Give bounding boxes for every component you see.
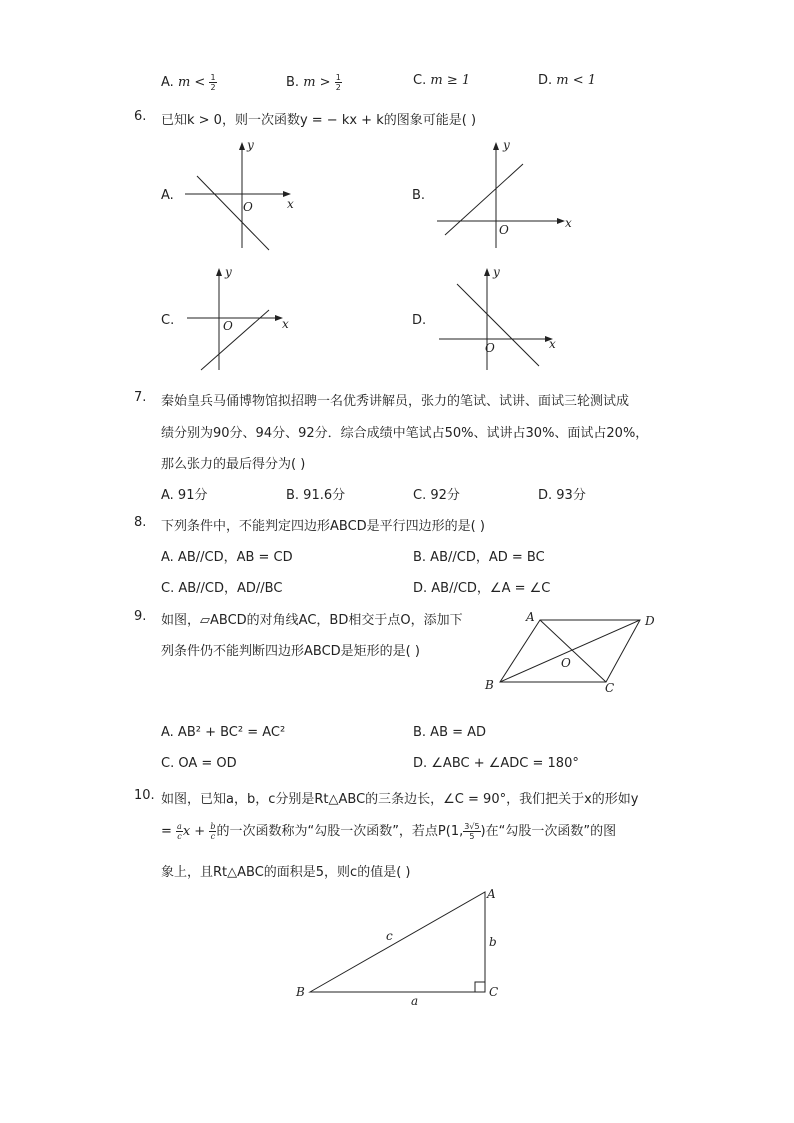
option-d: D. ∠ABC + ∠ADC = 180° [413,756,579,771]
right-triangle-figure [290,884,510,1009]
question-line: 秦始皇兵马俑博物馆拟招聘一名优秀讲解员，张力的笔试、试讲、面试三轮测试成 [161,394,630,409]
side-a-label: a [411,994,419,1008]
vertex-b-label: B [296,985,305,999]
axis-y-label: y [247,138,254,152]
graph-a-label: A. [161,188,174,203]
graph-d-label: D. [412,313,427,328]
parallelogram-figure [480,606,665,698]
center-o-label: O [561,656,571,670]
question-stem: 下列条件中，不能判定四边形ABCD是平行四边形的是( ) [161,519,485,534]
question-line: 那么张力的最后得分为( ) [161,457,306,472]
q5-option-d: D. m < 1 [538,73,597,88]
vertex-a-label: A [487,887,496,901]
vertex-b-label: B [485,678,494,692]
axis-x-label: x [565,216,572,230]
option-c: C. OA = OD [161,756,237,771]
option-d: D. 93分 [538,488,586,503]
question-line: 绩分别为90分、94分、92分．综合成绩中笔试占50%、试讲占30%、面试占20%， [161,426,649,441]
question-number: 10. [134,788,155,803]
origin-label: O [243,200,253,214]
question-line: 列条件仍不能判断四边形ABCD是矩形的是( ) [161,644,420,659]
question-number: 7. [134,390,147,405]
side-c-label: c [386,929,393,943]
vertex-d-label: D [645,614,655,628]
q5-option-b: B. m > $\frac{1}{2}$ [286,73,341,92]
graph-c [185,266,295,376]
question-line-2: = $\frac{a}{c}$ x + $\frac{b}{c}$ 的一次函数称为“勾股一次函数”，若点P(1, $\frac{3√5}{5}$ )在“勾股一次函数”的图 [161,822,617,841]
graph-b-label: B. [412,188,426,203]
axis-y-label: y [503,138,510,152]
graph-a [185,140,295,250]
axis-y-label: y [225,265,232,279]
option-b: B. 91.6分 [286,488,346,503]
question-line: 象上，且Rt△ABC的面积是5，则c的值是( ) [161,865,411,880]
question-number: 8. [134,515,147,530]
option-a: A. AB//CD，AB = CD [161,550,293,565]
graph-c-label: C. [161,313,175,328]
axis-x-label: x [287,197,294,211]
option-c: C. AB//CD，AD//BC [161,581,283,596]
origin-label: O [499,223,509,237]
question-number: 6. [134,109,147,124]
q5-option-a: A. m < $\frac{1}{2}$ [161,73,216,92]
question-line: 如图，已知a，b，c分别是Rt△ABC的三条边长，∠C = 90°，我们把关于x的形如y [161,792,639,807]
question-line: 如图，▱ABCD的对角线AC，BD相交于点O，添加下 [161,613,463,628]
axis-x-label: x [549,337,556,351]
vertex-a-label: A [526,610,535,624]
vertex-c-label: C [489,985,499,999]
origin-label: O [485,341,495,355]
option-b: B. AB//CD，AD = BC [413,550,545,565]
origin-label: O [223,319,233,333]
option-a: A. 91分 [161,488,208,503]
option-c: C. 92分 [413,488,460,503]
option-a: A. AB² + BC² = AC² [161,725,286,740]
graph-d [437,266,567,376]
option-b: B. AB = AD [413,725,487,740]
question-stem: 已知k > 0，则一次函数y = − kx + k的图象可能是( ) [161,113,477,128]
axis-y-label: y [493,265,500,279]
graph-b [437,140,577,250]
axis-x-label: x [282,317,289,331]
option-d: D. AB//CD，∠A = ∠C [413,581,551,596]
q5-option-c: C. m ≥ 1 [413,73,471,88]
vertex-c-label: C [605,681,615,695]
side-b-label: b [489,935,497,949]
question-number: 9. [134,609,147,624]
